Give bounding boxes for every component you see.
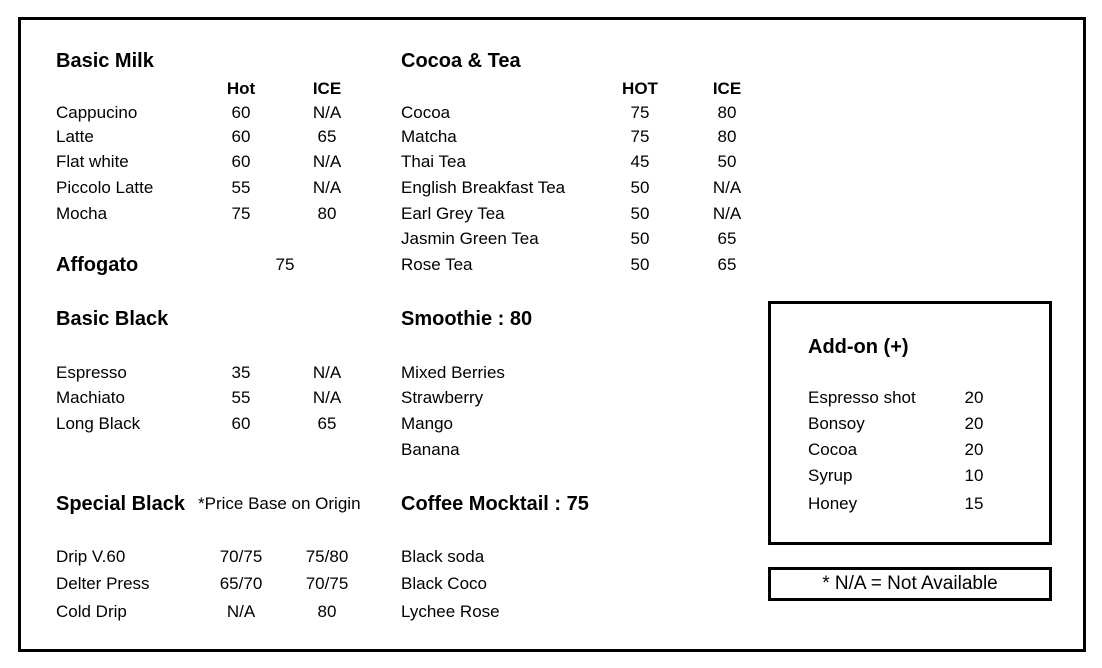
menu-item-hot-price: 70/75 (219, 547, 263, 566)
menu-item-hot-price: 55 (231, 388, 251, 407)
menu-item-hot-price: 65/70 (219, 574, 263, 593)
list-item: Mixed Berries (401, 363, 505, 382)
menu-item-name: Drip V.60 (56, 547, 126, 566)
menu-item-hot-price: 45 (630, 152, 650, 171)
menu-item-hot-price: 75 (231, 204, 251, 223)
menu-item-hot-price: 60 (231, 103, 251, 122)
menu-item-hot-price: 50 (630, 178, 650, 197)
addon-item-price: 15 (964, 494, 984, 513)
basic-black-title: Basic Black (56, 308, 169, 330)
basic-milk-title: Basic Milk (56, 50, 154, 72)
menu-item-ice-price: N/A (312, 103, 342, 122)
menu-item-ice-price: 75/80 (305, 547, 349, 566)
menu-item-hot-price: 75 (630, 103, 650, 122)
menu-item-hot-price: 35 (231, 363, 251, 382)
menu-item-ice-price: 80 (717, 127, 737, 146)
addon-item-name: Espresso shot (808, 388, 916, 407)
menu-item-ice-price: N/A (312, 152, 342, 171)
menu-item-name: Rose Tea (401, 255, 473, 274)
addon-item-name: Honey (808, 494, 858, 513)
menu-item-hot-price: 60 (231, 414, 251, 433)
menu-item-ice-price: 65 (717, 255, 737, 274)
menu-item-ice-price: 65 (317, 414, 337, 433)
affogato-title: Affogato (56, 254, 139, 276)
smoothie-title: Smoothie : 80 (401, 308, 533, 330)
list-item: Black Coco (401, 574, 487, 593)
list-item: Mango (401, 414, 453, 433)
coffee-mocktail-title: Coffee Mocktail : 75 (401, 493, 589, 515)
menu-item-hot-price: 60 (231, 127, 251, 146)
menu-item-ice-price: 65 (717, 229, 737, 248)
addon-item-price: 20 (964, 414, 984, 433)
special-black-note: *Price Base on Origin (198, 494, 361, 513)
menu-item-name: Thai Tea (401, 152, 466, 171)
menu-item-name: Earl Grey Tea (401, 204, 505, 223)
list-item: Banana (401, 440, 460, 459)
special-black-title: Special Black (56, 493, 185, 515)
menu-item-name: Mocha (56, 204, 108, 223)
cocoa-tea-ice-header: ICE (712, 79, 742, 98)
menu-item-name: Espresso (56, 363, 127, 382)
basic-milk-hot-header: Hot (226, 79, 256, 98)
menu-item-hot-price: N/A (226, 602, 256, 621)
menu-item-name: Matcha (401, 127, 457, 146)
menu-item-ice-price: 80 (717, 103, 737, 122)
menu-item-ice-price: N/A (312, 388, 342, 407)
menu-item-ice-price: N/A (712, 178, 742, 197)
menu-item-ice-price: 65 (317, 127, 337, 146)
menu-item-ice-price: 50 (717, 152, 737, 171)
menu-item-name: Cappucino (56, 103, 138, 122)
menu-item-hot-price: 55 (231, 178, 251, 197)
menu-item-ice-price: 80 (317, 602, 337, 621)
menu-item-name: Jasmin Green Tea (401, 229, 539, 248)
menu-item-name: Piccolo Latte (56, 178, 154, 197)
affogato-price: 75 (275, 255, 295, 274)
menu-item-hot-price: 50 (630, 204, 650, 223)
menu-item-name: Flat white (56, 152, 129, 171)
menu-item-hot-price: 50 (630, 255, 650, 274)
cocoa-tea-title: Cocoa & Tea (401, 50, 521, 72)
list-item: Black soda (401, 547, 485, 566)
menu-item-ice-price: N/A (312, 178, 342, 197)
menu-item-hot-price: 75 (630, 127, 650, 146)
menu-item-ice-price: N/A (312, 363, 342, 382)
addon-item-price: 20 (964, 388, 984, 407)
menu-item-ice-price: N/A (712, 204, 742, 223)
basic-milk-ice-header: ICE (312, 79, 342, 98)
menu-item-name: Cold Drip (56, 602, 127, 621)
addon-item-name: Bonsoy (808, 414, 865, 433)
menu-item-name: Cocoa (401, 103, 451, 122)
cocoa-tea-hot-header: HOT (622, 79, 658, 98)
menu-item-ice-price: 70/75 (305, 574, 349, 593)
footnote-text: * N/A = Not Available (822, 573, 998, 594)
menu-item-name: Latte (56, 127, 94, 146)
footnote-box (768, 567, 1052, 601)
addon-item-price: 10 (964, 466, 984, 485)
addon-title: Add-on (+) (808, 336, 909, 358)
menu-item-name: English Breakfast Tea (401, 178, 566, 197)
addon-item-name: Syrup (808, 466, 853, 485)
list-item: Lychee Rose (401, 602, 500, 621)
menu-item-name: Machiato (56, 388, 125, 407)
menu-item-ice-price: 80 (317, 204, 337, 223)
menu-item-hot-price: 50 (630, 229, 650, 248)
list-item: Strawberry (401, 388, 484, 407)
addon-item-price: 20 (964, 440, 984, 459)
menu-item-name: Delter Press (56, 574, 150, 593)
menu-item-hot-price: 60 (231, 152, 251, 171)
menu-item-name: Long Black (56, 414, 141, 433)
addon-item-name: Cocoa (808, 440, 858, 459)
